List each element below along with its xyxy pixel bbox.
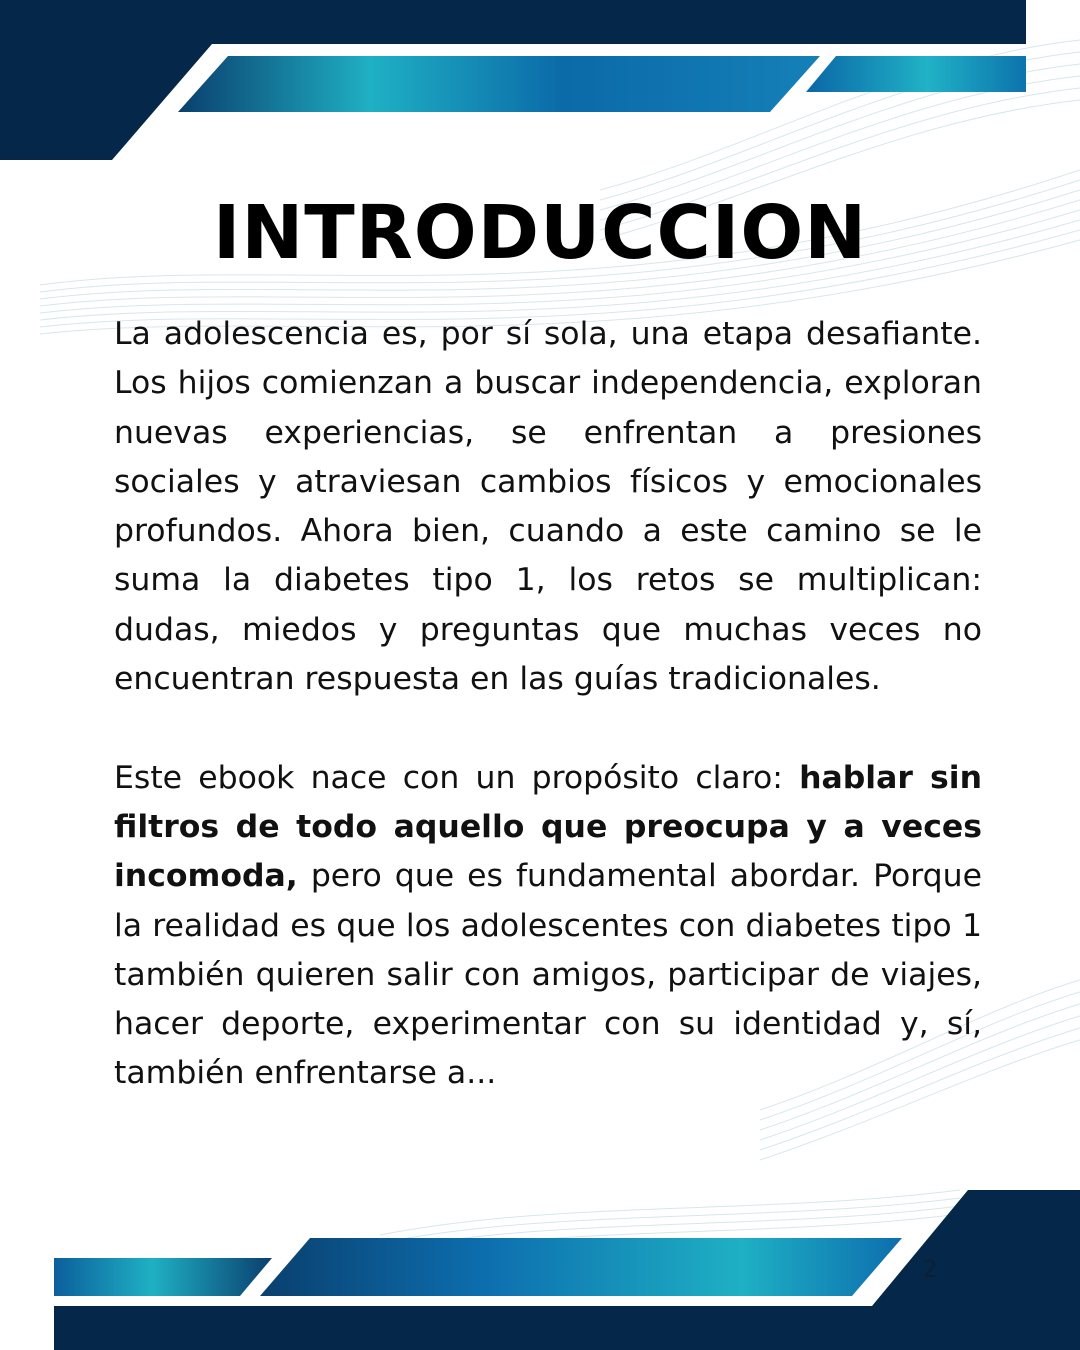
page-number: 2 <box>922 1255 938 1283</box>
bottom-small-band <box>54 1258 272 1296</box>
bottom-gradient-band <box>260 1238 902 1296</box>
paragraph-2 <box>114 754 982 1099</box>
paragraph-2-rest: pero que es fundamental abordar. Porque la realidad es que los adolescentes con diabetes tipo 1 también quieren salir con amigos, participar de viajes, hacer deporte, experimentar con su identidad y, sí, también enfrentarse a... <box>114 858 982 1092</box>
top-gradient-band <box>178 56 820 112</box>
body-text <box>114 310 982 1099</box>
top-small-band <box>806 56 1026 92</box>
page-title: INTRODUCCION <box>212 190 868 276</box>
paragraph-2-bold: hablar sin filtros de todo aquello que preocupa y a veces incomoda, <box>114 759 982 895</box>
paragraph-1: La adolescencia es, por sí sola, una etapa desafiante. Los hijos comienzan a buscar independencia, exploran nuevas experiencias, se enfrentan a presiones sociales y atraviesan cambios físicos y emocionales profundos. Ahora bien, cuando a este camino se le suma la diabetes tipo 1, los retos se multiplican: dudas, miedos y preguntas que muchas veces no encuentran respuesta en las guías tradicionales. <box>114 316 982 698</box>
paragraph-2-intro: Este ebook nace con un propósito claro: <box>114 759 800 796</box>
